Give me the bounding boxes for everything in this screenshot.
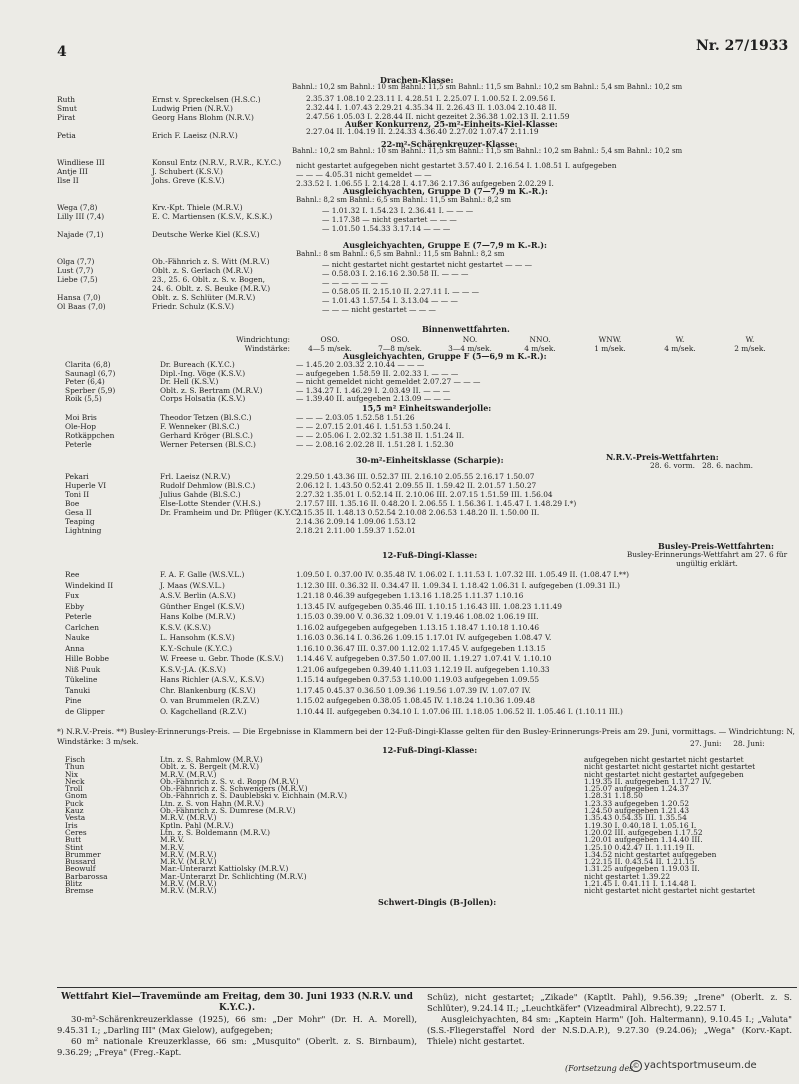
result-row: — 1.01.43 1.57.54 I. 3.13.04 — — — [322, 296, 458, 305]
yacht-name: Olga (7,7) [57, 257, 95, 266]
result-values: — nicht gemeldet nicht gemeldet 2.07.27 — — — [296, 377, 481, 387]
yacht-owner: Theodor Tetzen (Bl.S.C.) [160, 413, 252, 422]
result-values: 1.25.10 0.42.47 II. 1.11.19 II. [584, 842, 695, 852]
yacht-name: Ilse II [57, 176, 79, 185]
yacht-owner: Mar.-Unterarzt Kattiolsky (M.R.V.) [160, 864, 289, 874]
yacht-name: Petia [57, 131, 76, 140]
yacht-name: de Glipper [65, 706, 105, 716]
wind-labels [232, 335, 290, 353]
nrv-dates [650, 461, 753, 470]
result-row: — 0.58.05 II. 2.15.10 II. 2.27.11 I. — — — [322, 287, 479, 296]
result-values: aufgegeben nicht gestartet nicht gestartet [584, 755, 744, 764]
yacht-owner: Erich F. Laeisz (N.R.V.) [152, 131, 238, 140]
yacht-name: Kauz [65, 806, 84, 816]
yacht-owner: Ltn. z. S. von Hahn (M.R.V.) [160, 798, 264, 808]
bottom-left-article [57, 992, 417, 1058]
result-row: 2.33.52 I. 1.06.55 I. 2.14.28 I. 4.17.36 2.17.36 aufgegeben 2.02.29 I. [296, 179, 554, 188]
date-28-june: 28. Juni: [733, 739, 765, 748]
yacht-owner: Günther Engel (K.S.V.) [160, 601, 245, 611]
result-values: nicht gestartet nicht gestartet nicht gestartet [584, 762, 756, 772]
yacht-name: Smut [57, 104, 77, 113]
result-row: nicht gestartet aufgegeben nicht gestartet 3.57.40 I. 2.16.54 I. 1.08.51 I. aufgegeben [296, 161, 617, 170]
yacht-owner: Ernst v. Spreckelsen (H.S.C.) [152, 95, 261, 104]
result-values: 1.15.14 aufgegeben 0.37.53 1.10.00 1.19.03 aufgegeben 1.09.55 [296, 675, 540, 684]
result-values: 2.29.50 1.43.36 III. 0.52.37 III. 2.16.10 2.05.55 2.16.17 1.50.07 [296, 472, 535, 481]
section-schaerenkreuzer: 22-m²-Schärenkreuzer-Klasse: [381, 139, 518, 149]
yacht-name: Hansa (7,0) [57, 293, 101, 302]
yacht-owner: Frl. Laeisz (N.R.V.) [160, 472, 231, 481]
result-values: 1.16.02 aufgegeben aufgegeben 1.13.15 1.18.47 1.10.18 1.10.46 [296, 622, 540, 632]
yacht-name: Bremse [65, 886, 94, 896]
yacht-owner: Dr. Framheim und Dr. Pflüger (K.Y.C.) [160, 508, 302, 517]
wind-strength: 4 m/sek. [524, 344, 556, 353]
yacht-owner: Hans Kolbe (M.R.V.) [160, 612, 236, 621]
section-nrv-preis: N.R.V.-Preis-Wettfahrten: [606, 452, 719, 462]
yacht-name: Saunagl (6,7) [65, 368, 116, 378]
result-values: 1.16.10 0.36.47 III. 0.37.00 1.12.02 1.17.45 V. aufgegeben 1.13.15 [296, 643, 546, 653]
yacht-owner: Georg Hans Blohm (N.R.V.) [152, 113, 254, 122]
wind-strength: 4—5 m/sek. [308, 344, 352, 353]
drachen-results [306, 94, 569, 121]
result-values: 1.21.06 aufgegeben 0.39.40 1.11.03 1.12.19 II. aufgegeben 1.10.33 [296, 664, 550, 674]
result-values: 2.15.35 II. 1.48.13 0.52.54 2.10.08 2.06.53 1.48.20 II. 1.50.00 II. [296, 508, 540, 517]
result-values: 2.06.12 I. 1.43.50 0.52.41 2.09.55 II. 1.59.42 II. 2.01.57 1.50.27 [296, 481, 537, 490]
yacht-owner: Hans Richler (A.S.V., K.S.V.) [160, 675, 265, 684]
result-values: — aufgegeben 1.58.59 II. 2.02.33 I. — — — [296, 368, 459, 378]
section-ausgleich-d: Ausgleichyachten, Gruppe D (7—7,9 m K.-R.): [343, 186, 548, 196]
yacht-name: Toni II [65, 490, 90, 499]
continued-note: (Fortsetzung des [565, 1064, 634, 1073]
yacht-owner: Else-Lotte Stender (V.H.S.) [160, 499, 261, 508]
result-row: — 1.01.32 I. 1.54.23 I. 2.36.41 I. — — — [322, 206, 474, 215]
yacht-name: Wega (7,8) [57, 203, 98, 212]
yacht-name: Brummer [65, 849, 101, 859]
result-values: 1.21.18 0.46.39 aufgegeben 1.13.16 1.18.25 1.11.37 1.10.16 [296, 591, 524, 600]
result-row: — — — 4.05.31 nicht gemeldet — — [296, 170, 432, 179]
result-values: 1.21.45 I. 0.41.11 I. 1.14.48 I. [584, 879, 697, 889]
footnote: *) N.R.V.-Preis. **) Busley-Erinnerungs-Preis. — Die Ergebnisse in Klammern bei der 12-Fuß-Dingi-Klasse gelten für den Busley-Erinnerungs-Preis am 29. Juni, vormittags. — Windrichtung: N, Windstärke: 3 m/sek. [57, 727, 795, 746]
yacht-owner: Ob.-Fähnrich z. S. Witt (M.R.V.) [152, 257, 270, 266]
article-paragraph: Schüz), nicht gestartet; „Zikade" (Kaptlt. Pahl), 9.56.39; „Irene" (Oberlt. z. S. Schlüter), 9.24.14 II.; „Leuchtkäfer" (Vizeadmiral Albrecht), 9.22.57 I. [427, 992, 792, 1013]
section-drachen: Drachen-Klasse: [380, 75, 454, 85]
yacht-name: Boe [65, 499, 80, 508]
yacht-owner: Kptln. Pahl (M.R.V.) [160, 820, 234, 830]
yacht-name: Pirat [57, 113, 76, 122]
divider-rule [57, 987, 797, 988]
wind-direction: WNW. [598, 335, 622, 344]
result-values: 2.14.36 2.09.14 1.09.06 1.53.12 [296, 517, 416, 526]
result-values: 1.34.52 nicht gestartet aufgegeben [584, 849, 717, 859]
section-einheitsklasse: 30-m²-Einheitsklasse (Scharpie): [356, 455, 504, 465]
section-schwert-dingis: Schwert-Dingis (B-Jollen): [378, 897, 497, 907]
section-binnen: Binnenwettfahrten. [422, 324, 510, 334]
yacht-owner: Oblt. z. S. Schlüter (M.R.V.) [152, 293, 256, 302]
bottom-right-article [427, 992, 792, 1047]
wind-direction: W. [745, 335, 755, 344]
course-length-row-2: Bahnl.: 10,2 sm Bahnl.: 10 sm Bahnl.: 11,5 sm Bahnl.: 11,5 sm Bahnl.: 10,2 sm Bahnl.: 5,4 sm Bahnl.: 10,2 sm [292, 147, 683, 155]
yacht-name: Nauke [65, 633, 90, 642]
yacht-owner: Rudolf Dehmlow (Bl.S.C.) [160, 481, 256, 490]
yacht-name: Hille Bobbe [65, 654, 109, 663]
yacht-name: Sperber (5,9) [65, 385, 116, 395]
course-length-e: Bahnl.: 8 sm Bahnl.: 6,5 sm Bahnl.: 11,5 sm Bahnl.: 8,2 sm [296, 250, 505, 258]
yacht-name: Troll [65, 784, 83, 794]
yacht-name: Ceres [65, 827, 87, 837]
yacht-owner: K.S.V. (K.S.V.) [160, 622, 211, 632]
result-values: — — 2.08.16 2.02.28 II. 1.51.28 I. 1.52.30 [296, 440, 454, 449]
result-values: 1.16.03 0.36.14 I. 0.36.26 1.09.15 1.17.01 IV. aufgegeben 1.08.47 V. [296, 633, 552, 642]
page-number: 4 [57, 44, 67, 60]
result-values: — — 2.05.06 I. 2.02.32 1.51.38 II. 1.51.24 II. [296, 431, 465, 440]
yacht-owner: E. C. Martiensen (K.S.V., K.S.K.) [152, 212, 273, 221]
dingi2-dates [690, 739, 765, 748]
course-length-row: Bahnl.: 10,2 sm Bahnl.: 10 sm Bahnl.: 11,5 sm Bahnl.: 11,5 sm Bahnl.: 10,2 sm Bahnl.: 5,4 sm Bahnl.: 10,2 sm [292, 83, 683, 91]
watermark: © yachtsportmuseum.de [630, 1060, 757, 1072]
article-paragraph: 60 m² nationale Kreuzerklasse, 66 sm: „Musquito" (Oberlt. z. S. Birnbaum), 9.36.29; „Freya" (Freg.-Kapt. [57, 1036, 417, 1057]
yacht-name: Ol Baas (7,0) [57, 302, 106, 311]
result-row: — nicht gestartet nicht gestartet nicht gestartet — — — [322, 260, 533, 269]
result-values: — — 2.07.15 2.01.46 I. 1.51.53 1.50.24 I. [296, 422, 451, 431]
result-values: 1.20.02 III. aufgegeben 1.17.52 [584, 827, 703, 837]
yacht-owner: A.S.V. Berlin (A.S.V.) [160, 591, 236, 600]
yacht-name: Iris [65, 820, 78, 830]
yacht-owner: Deutsche Werke Kiel (K.S.V.) [152, 230, 260, 239]
result-row: 2.35.37 1.08.10 2.23.11 I. 4.28.51 I. 2.25.07 I. 1.00.52 I. 2.09.56 I. [306, 94, 556, 103]
yacht-name: Thun [65, 762, 85, 772]
yacht-name: Rotkäppchen [65, 431, 115, 440]
yacht-owner: Gerhard Kröger (Bl.S.C.) [160, 431, 253, 440]
wind-strength: 4 m/sek. [664, 344, 696, 353]
yacht-name: Pekari [65, 472, 89, 481]
yacht-owner: Chr. Blankenburg (K.S.V.) [160, 685, 256, 695]
yacht-name: Ruth [57, 95, 76, 104]
yacht-owner: K.Y.-Schule (K.Y.C.) [160, 643, 233, 653]
yacht-name: Ree [65, 570, 80, 579]
article-paragraph: Ausgleichyachten, 84 sm: „Kaptein Harm" (Joh. Haltermann), 9.10.45 I.; „Valuta" (S.S.-Fliegerstaffel Nord der N.S.D.A.P.), 9.27.30 (9.24.06); „Wega" (Korv.-Kapt. Thiele) nicht gestartet. [427, 1014, 792, 1046]
result-values: 1.23.33 aufgegeben 1.20.52 [584, 798, 690, 808]
yacht-name: Tanuki [65, 685, 91, 695]
yacht-owner: Ltn. z. S. Rahmlow (M.R.V.) [160, 755, 263, 764]
yacht-name: Stint [65, 842, 84, 852]
yacht-owner: Ob.-Fähnrich z. S. Dumrese (M.R.V.) [160, 806, 296, 816]
yacht-name: Tükeline [65, 675, 98, 684]
result-row: — 1.17.38 — nicht gestartet — — — [322, 215, 457, 224]
yacht-owner: Ltn. z. S. Boldemann (M.R.V.) [160, 827, 271, 837]
result-values: 1.35.43 0.54.35 III. 1.35.54 [584, 813, 687, 823]
yacht-owner: Ob.-Fähnrich z. S. Daublebski v. Eichhain (M.R.V.) [160, 791, 347, 801]
result-values: 2.17.57 III. 1.35.16 II. 0.48.20 I. 2.06.55 I. 1.56.36 I. 1.45.47 I. 1.48.29 I.*) [296, 499, 577, 508]
yacht-owner: M.R.V. (M.R.V.) [160, 849, 217, 859]
yacht-name: Antje III [57, 167, 88, 176]
wind-direction: NNO. [529, 335, 551, 344]
schaeren-results [296, 161, 616, 188]
article-paragraph: 30-m²-Schärenkreuzerklasse (1925), 66 sm: „Der Mohr" (Dr. H. A. Morell), 9.45.31 I.; „Darling III" (Max Gielow), aufgegeben; [57, 1014, 417, 1035]
nrv-date-afternoon: 28. 6. nachm. [702, 461, 754, 470]
result-values: nicht gestartet nicht gestartet aufgegeben [584, 769, 744, 779]
yacht-owner: Dr. Bureach (K.Y.C.) [160, 360, 235, 369]
result-row: — — — nicht gestartet — — — [322, 305, 436, 314]
yacht-name: Bussard [65, 857, 96, 867]
yacht-owner: M.R.V. (M.R.V.) [160, 879, 217, 889]
yacht-name: Peter (6,4) [65, 377, 105, 387]
section-dingi-2: 12-Fuß-Dingi-Klasse: [382, 745, 478, 755]
result-values: 1.28.31 1.18.50 [584, 791, 643, 801]
result-values: 1.25.07 aufgegeben 1.24.37 [584, 784, 690, 794]
group-d-results [322, 206, 473, 233]
section-ausgleich-f: Ausgleichyachten, Gruppe F (5—6,9 m K.-R.): [343, 351, 547, 361]
yacht-owner: J. Maas (W.S.V.L.) [160, 580, 225, 590]
result-values: 1.15.03 0.39.00 V. 0.36.32 1.09.01 V. 1.19.46 1.08.02 1.06.19 III. [296, 612, 539, 621]
yacht-owner: Friedr. Schulz (K.S.V.) [152, 302, 235, 311]
section-dingi: 12-Fuß-Dingi-Klasse: [382, 550, 478, 560]
yacht-name: Fux [65, 591, 80, 600]
yacht-name: Najade (7,1) [57, 230, 104, 239]
yacht-name: Liebe (7,5) [57, 275, 98, 284]
yacht-name: Carlchen [65, 622, 99, 632]
yacht-owner: Julius Gahde (Bl.S.C.) [160, 490, 241, 499]
yacht-name: Anna [65, 643, 85, 653]
yacht-name: Windekind II [65, 580, 114, 590]
yacht-owner: J. Schubert (K.S.V.) [152, 167, 223, 176]
wind-direction: W. [675, 335, 685, 344]
yacht-owner: Oblt. z. S. Bergelt (M.R.V.) [160, 762, 260, 772]
result-values: 1.20.01 aufgegeben 1.14.40 III. [584, 835, 703, 845]
yacht-name: Roik (5,5) [65, 394, 102, 404]
yacht-name: Huperle VI [65, 481, 107, 490]
wind-direction-label: Windrichtung: [236, 335, 290, 344]
yacht-owner: Dipl.-Ing. Vöge (K.S.V.) [160, 368, 246, 378]
result-row: — 1.01.50 1.54.33 3.17.14 — — — [322, 224, 451, 233]
yacht-name: Lust (7,7) [57, 266, 94, 275]
section-einheitswanderjolle: 15,5 m² Einheitswanderjolle: [362, 403, 492, 413]
result-values: — — — 2.03.05 1.52.58 1.51.26 [296, 413, 415, 422]
yacht-owner: M.R.V. (M.R.V.) [160, 886, 217, 896]
yacht-owner: W. Freese u. Gebr. Thode (K.S.V.) [160, 654, 284, 663]
wind-strength: 2 m/sek. [734, 344, 766, 353]
yacht-owner: M.R.V. (M.R.V.) [160, 813, 217, 823]
yacht-name: Beowulf [65, 864, 96, 874]
yacht-owner: Ob.-Fähnrich z. S. v. d. Ropp (M.R.V.) [160, 776, 299, 786]
yacht-name: Lightning [65, 526, 102, 535]
result-values: 2.18.21 2.11.00 1.59.37 1.52.01 [296, 526, 416, 535]
wind-direction: NO. [462, 335, 478, 344]
yacht-owner: 23., 25. 6. Oblt. z. S. v. Bogen, [152, 275, 265, 284]
yacht-owner: M.R.V. (M.R.V.) [160, 857, 217, 867]
wind-column [650, 335, 710, 353]
yacht-owner: Ludwig Prien (N.R.V.) [152, 104, 233, 113]
section-ausgleich-e: Ausgleichyachten, Gruppe E (7—7,9 m K.-R.): [343, 240, 548, 250]
yacht-name: Puck [65, 798, 84, 808]
wind-strength-label: Windstärke: [244, 344, 290, 353]
result-values: 1.14.46 V. aufgegeben 0.37.50 1.07.00 II. 1.19.27 1.07.41 V. 1.10.10 [296, 654, 552, 663]
yacht-name: Ole-Hop [65, 422, 96, 431]
wind-direction: OSO. [320, 335, 340, 344]
yacht-owner: M.R.V. [160, 842, 185, 852]
yacht-owner: Johs. Greve (K.S.V.) [152, 176, 225, 185]
yacht-name: Fisch [65, 755, 86, 764]
result-values: 1.09.50 I. 0.37.00 IV. 0.35.48 IV. 1.06.02 I. 1.11.53 I. 1.07.32 III. 1.05.49 II. (1.08.47 I.**) [296, 570, 630, 579]
copyright-icon: © [630, 1060, 642, 1072]
yacht-owner: Oblt. z. S. Bertram (M.R.V.) [160, 385, 263, 395]
result-values: 1.24.50 aufgegeben 1.21.43 [584, 806, 690, 816]
yacht-owner: Oblt. z. S. Gerlach (M.R.V.) [152, 266, 253, 275]
yacht-name: Ebby [65, 601, 85, 611]
yacht-name: Teaping [65, 517, 95, 526]
yacht-owner: O. Kagchelland (R.Z.V.) [160, 706, 247, 716]
yacht-name: Neck [65, 776, 85, 786]
wind-strength: 7—8 m/sek. [378, 344, 422, 353]
yacht-owner: M.R.V. [160, 835, 185, 845]
yacht-owner: Ob.-Fähnrich z. S. Schwengers (M.R.V.) [160, 784, 308, 794]
wind-strength: 3—4 m/sek. [448, 344, 492, 353]
result-row: 2.32.44 I. 1.07.43 2.29.21 4.35.34 II. 2.26.43 II. 1.03.04 2.10.48 II. [306, 103, 557, 112]
result-values: 1.13.45 IV. aufgegeben 0.35.46 III. 1.10.15 1.16.43 III. 1.08.23 1.11.49 [296, 601, 562, 611]
yacht-owner: M.R.V. (M.R.V.) [160, 769, 217, 779]
result-values: — 1.39.40 II. aufgegeben 2.13.09 — — — [296, 394, 451, 404]
result-row: 2.47.56 1.05.03 I. 2.28.44 II. nicht gezeitet 2.36.38 1.02.13 II. 2.11.59 [306, 112, 570, 121]
section-busley: Busley-Preis-Wettfahrten: [658, 541, 774, 551]
yacht-owner: Krv.-Kpt. Thiele (M.R.V.) [152, 203, 243, 212]
yacht-owner: Mar.-Unterarzt Dr. Schlichting (M.R.V.) [160, 871, 307, 881]
yacht-owner: 24. 6. Oblt. z. S. Beuke (M.R.V.) [152, 284, 271, 293]
yacht-name: Blitz [65, 879, 83, 889]
yacht-owner: F. Wenneker (Bl.S.C.) [160, 422, 240, 431]
wind-column [580, 335, 640, 353]
article-title: Wettfahrt Kiel—Travemünde am Freitag, dem 30. Juni 1933 (N.R.V. und K.Y.C.). [61, 992, 413, 1013]
result-values: 1.31.25 aufgegeben 1.19.03 II. [584, 864, 700, 874]
result-values: 1.15.02 aufgegeben 0.38.05 1.08.45 IV. 1.18.24 1.10.36 1.09.48 [296, 696, 535, 705]
yacht-name: Nix [65, 769, 78, 779]
result-values: 1.19.30 I. 0.40.18 I. 1.05.16 I. [584, 820, 697, 830]
yacht-owner: Dr. Hell (K.S.V.) [160, 377, 219, 387]
result-row: — 0.58.03 I. 2.16.16 2.30.58 II. — — — [322, 269, 469, 278]
yacht-name: Peterle [65, 612, 92, 621]
nrv-date-morning: 28. 6. vorm. [650, 461, 696, 470]
yacht-name: Vesta [65, 813, 86, 823]
wind-column [720, 335, 780, 353]
yacht-owner: F. A. F. Galle (W.S.V.L.) [160, 570, 245, 579]
result-values: nicht gestartet 1.39.22 [584, 871, 671, 881]
result-values: 1.10.44 II. aufgegeben 0.34.10 I. 1.07.06 III. 1.18.05 1.06.52 II. 1.05.46 I. (1.10.11 III.) [296, 706, 623, 716]
result-values: 1.12.30 III. 0.36.32 II. 0.34.47 II. 1.09.34 I. 1.18.42 1.06.31 I. aufgegeben (1.09.31 II.) [296, 580, 620, 590]
group-e-results [322, 260, 532, 314]
yacht-name: Pine [65, 696, 82, 705]
yacht-name: Lilly III (7,4) [57, 212, 105, 221]
yacht-name: Gnom [65, 791, 88, 801]
wind-direction: OSO. [390, 335, 410, 344]
yacht-name: Peterle [65, 440, 92, 449]
yacht-name: Moi Bris [65, 413, 97, 422]
date-27-june: 27. Juni: [690, 739, 722, 748]
yacht-owner: Corps Holsatia (K.S.V.) [160, 394, 246, 404]
yacht-owner: L. Hansohm (K.S.V.) [160, 633, 235, 642]
yacht-name: Barbarossa [65, 871, 108, 881]
yacht-name: Niß Puuk [65, 664, 101, 674]
result-values: 1.19.35 II. aufgegeben 1.17.27 IV. [584, 776, 712, 786]
result-row: — — — — — — — [322, 278, 388, 287]
yacht-name: Butt [65, 835, 82, 845]
busley-note: Busley-Erinnerungs-Wettfahrt am 27. 6 für ungültig erklärt. [626, 550, 788, 568]
yacht-name: Windliese III [57, 158, 105, 167]
issue-number: Nr. 27/1933 [696, 38, 789, 54]
yacht-name: Clarita (6,8) [65, 360, 111, 369]
result-values: — 1.34.27 I. 1.46.29 I. 2.03.49 II. — — — [296, 385, 451, 395]
yacht-owner: K.S.V.-J.A. (K.S.V.) [160, 664, 226, 674]
yacht-owner: Werner Petersen (Bl.S.C.) [160, 440, 256, 449]
wind-strength: 1 m/sek. [594, 344, 626, 353]
yacht-name: Gesa II [65, 508, 92, 517]
result-values: 1.17.45 0.45.37 0.36.50 1.09.36 1.19.56 1.07.39 IV. 1.07.07 IV. [296, 685, 531, 695]
result-values: — 1.45.20 2.03.32 2.10.44 — — — [296, 360, 425, 369]
yacht-owner: O. van Brummelen (R.Z.V.) [160, 696, 260, 705]
yacht-owner: Konsul Entz (N.R.V., R.V.R., K.Y.C.) [152, 158, 282, 167]
result-values: 2.27.32 1.35.01 I. 0.52.14 II. 2.10.06 III. 2.07.15 1.51.59 III. 1.56.04 [296, 490, 553, 499]
result-values: nicht gestartet nicht gestartet nicht gestartet [584, 886, 756, 896]
section-ausser-konkurrenz: Außer Konkurrenz, 25-m²-Einheits-Kiel-Klasse: [345, 119, 558, 129]
result-values: 1.22.15 II. 0.43.54 II. 1.21.15 [584, 857, 695, 867]
petia-results: 2.27.04 II. 1.04.19 II. 2.24.33 4.36.40 2.27.02 1.07.47 2.11.19 [306, 127, 539, 136]
course-length-d: Bahnl.: 8,2 sm Bahnl.: 6,5 sm Bahnl.: 11,5 sm Bahnl.: 8,2 sm [296, 196, 512, 204]
